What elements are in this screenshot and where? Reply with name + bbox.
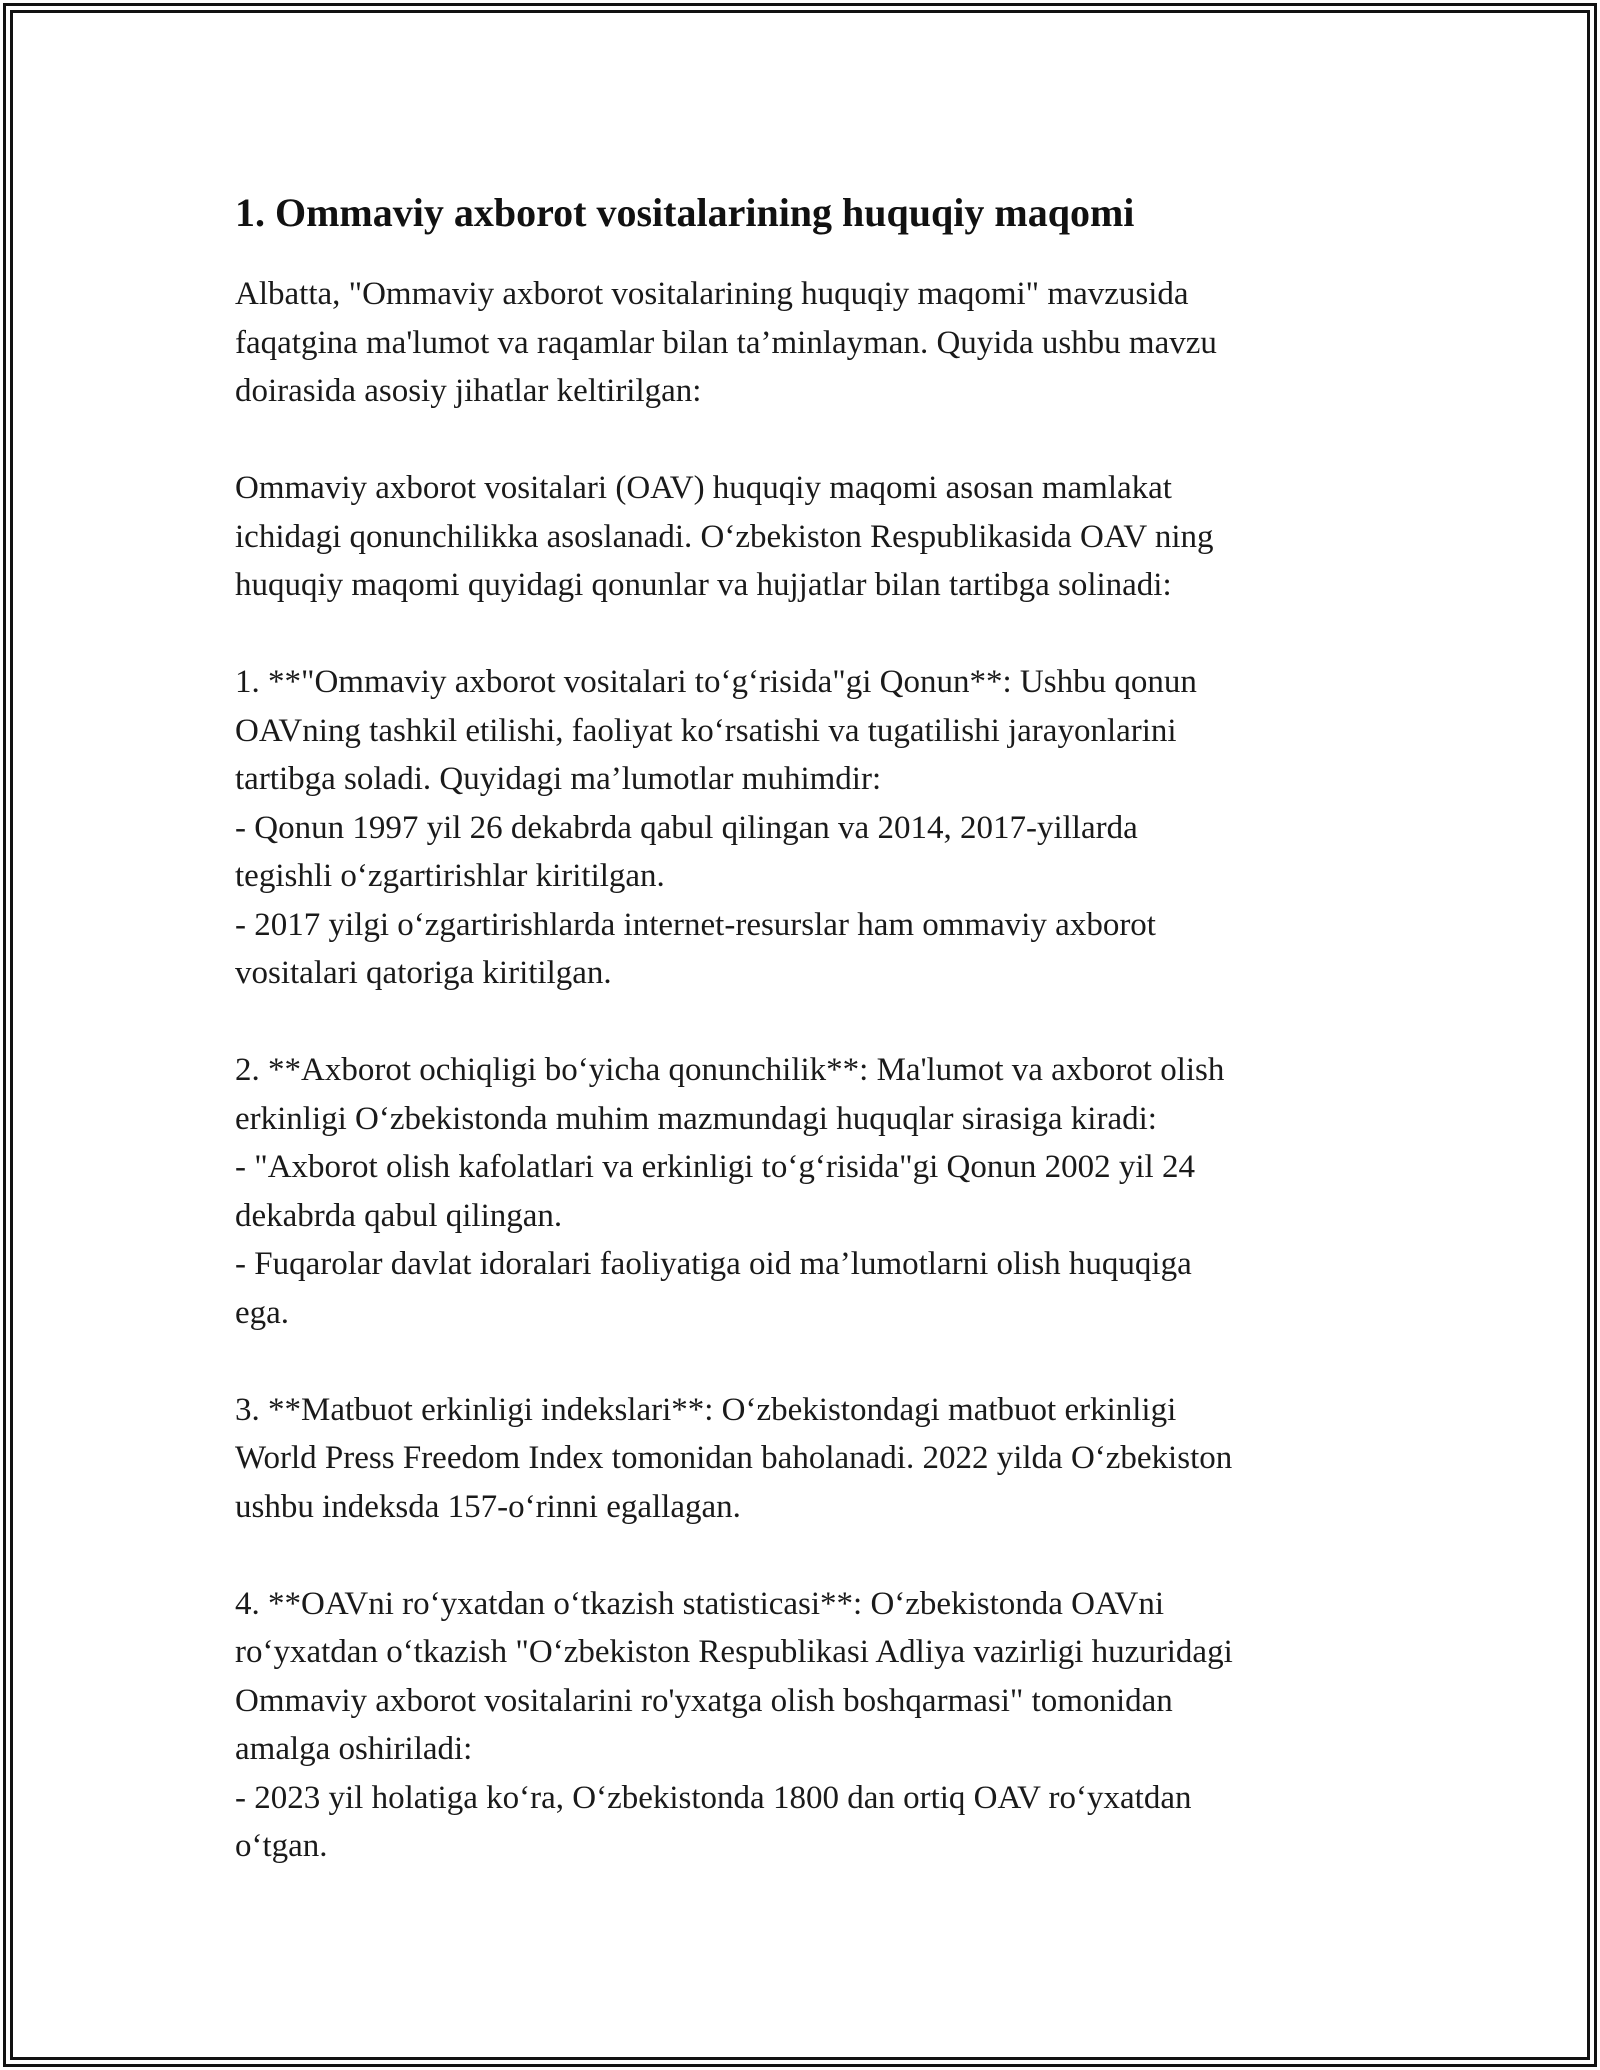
list-item-registration-statistics: 4. **OAVni ro‘yxatdan o‘tkazish statisticasi**: O‘zbekistonda OAVni ro‘yxatdan o‘tkazish "O‘zbekiston Respublikasi Adliya vazirligi huzuridagi Ommaviy axborot vositalarini ro'yxatga olish boshqarmasi" tomonidan amalga oshiriladi: - 2023 yil holatiga ko‘ra, O‘zbekistonda 1800 dan ortiq OAV ro‘yxatdan o‘tgan. [235, 1585, 1233, 1864]
page-title: 1. Ommaviy axborot vositalarining huquqiy maqomi [235, 190, 1135, 235]
paragraph-intro: Albatta, "Ommaviy axborot vositalarining huquqiy maqomi" mavzusida faqatgina ma'lumot va raqamlar bilan ta’minlayman. Quyida ushbu mavzu doirasida asosiy jihatlar keltirilgan: [235, 276, 1217, 409]
list-item-media-law: 1. **"Ommaviy axborot vositalari to‘g‘risida"gi Qonun**: Ushbu qonun OAVning tashkil etilishi, faoliyat ko‘rsatishi va tugatilishi jarayonlarini tartibga soladi. Quyidagi ma’lumotlar muhimdir: - Qonun 1997 yil 26 dekabrda qabul qilingan va 2014, 2017-yillarda tegishli o‘zgartirishlar kiritilgan. - 2017 yilgi o‘zgartirishlarda internet-resurslar ham ommaviy axborot vositalari qatoriga kiritilgan. [235, 664, 1197, 991]
document-body [235, 186, 1375, 1871]
paragraph-spacer [235, 1337, 1375, 1386]
paragraph-spacer [235, 1531, 1375, 1580]
list-item-information-openness: 2. **Axborot ochiqligi bo‘yicha qonunchilik**: Ma'lumot va axborot olish erkinligi O‘zbekistonda muhim mazmundagi huquqlar sirasiga kiradi: - "Axborot olish kafolatlari va erkinligi to‘g‘risida"gi Qonun 2002 yil 24 dekabrda qabul qilingan. - Fuqarolar davlat idoralari faoliyatiga oid ma’lumotlarni olish huquqiga ega. [235, 1052, 1225, 1331]
list-item-press-freedom-index: 3. **Matbuot erkinligi indekslari**: O‘zbekistondagi matbuot erkinligi World Press Freedom Index tomonidan baholanadi. 2022 yilda O‘zbekiston ushbu indeksda 157-o‘rinni egallagan. [235, 1391, 1233, 1525]
paragraph-spacer [235, 416, 1375, 465]
paragraph-spacer [235, 998, 1375, 1047]
paragraph-spacer [235, 610, 1375, 659]
paragraph-legal-basis: Ommaviy axborot vositalari (OAV) huquqiy maqomi asosan mamlakat ichidagi qonunchilikka asoslanadi. O‘zbekiston Respublikasida OAV ning huquqiy maqomi quyidagi qonunlar va hujjatlar bilan tartibga solinadi: [235, 470, 1214, 603]
